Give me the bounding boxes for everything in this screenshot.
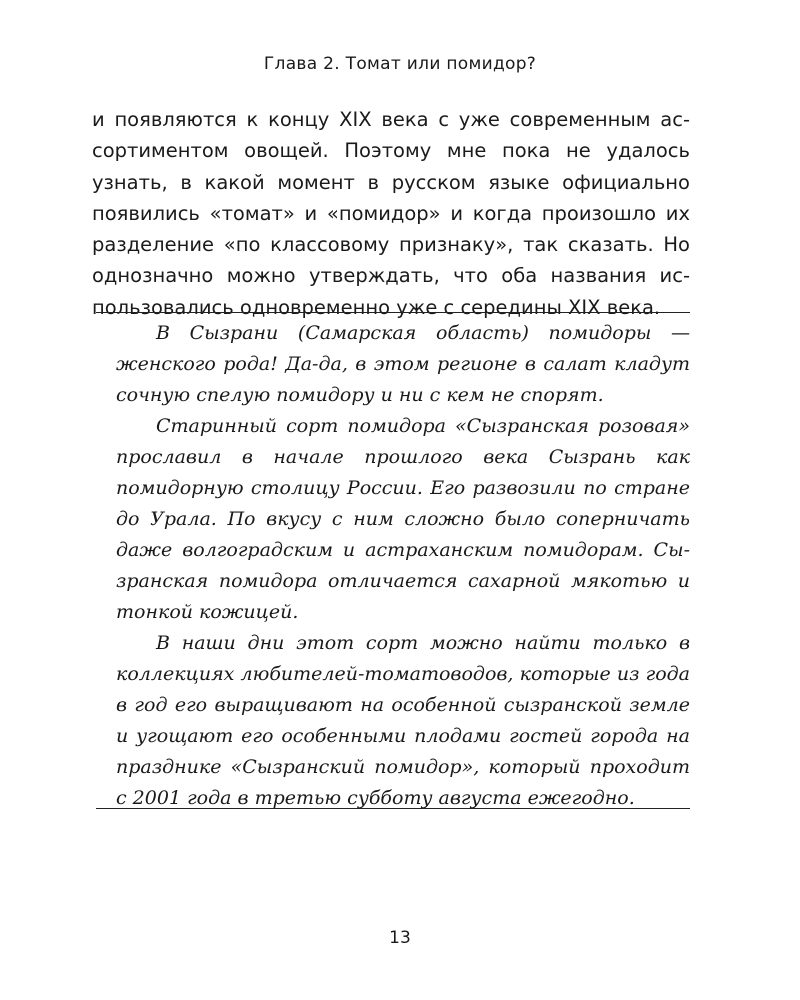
main-paragraph: и появляются к концу XIX века с уже современным ассортиментом овощей. Поэтому мне пока не удалось узнать, в какой момент в русском языке официально появились «томат» и «помидор» и когда произошло их разделение «по классовому признаку», так сказать. Но однозначно можно утверждать, что оба названия использовались одновременно уже с середины XIX века. [92,108,690,319]
main-text-block [92,104,690,323]
inset-top-rule [96,312,690,313]
inset-paragraph-2: Старинный сорт помидора «Сызранская розовая» прославил в начале прошлого века Сызрань как помидорную столицу России. Его развозили по стране до Урала. По вкусу с ним сложно было соперничать даже волгоградским и астраханским помидорам. Сызранская помидора отличается сахарной мякотью и тонкой кожицей. [116,415,690,623]
inset-sidebar [116,318,690,814]
inset-paragraph-1: В Сызрани (Самарская область) помидоры — женского рода! Да-да, в этом регионе в салат кладут сочную спелую помидору и ни с кем не спорят. [116,322,690,406]
running-head-chapter-title: Глава 2. Томат или помидор? [263,54,537,74]
inset-bottom-rule [96,808,690,809]
page-number: 13 [389,928,411,948]
inset-paragraph-3: В наши дни этот сорт можно найти только в коллекциях любителей-томатоводов, которые из года в год его выращивают на особенной сызранской земле и угощают его особенными плодами гостей города на празднике «Сызранский помидор», который проходит с 2001 года в третью субботу августа ежегодно. [116,632,690,809]
